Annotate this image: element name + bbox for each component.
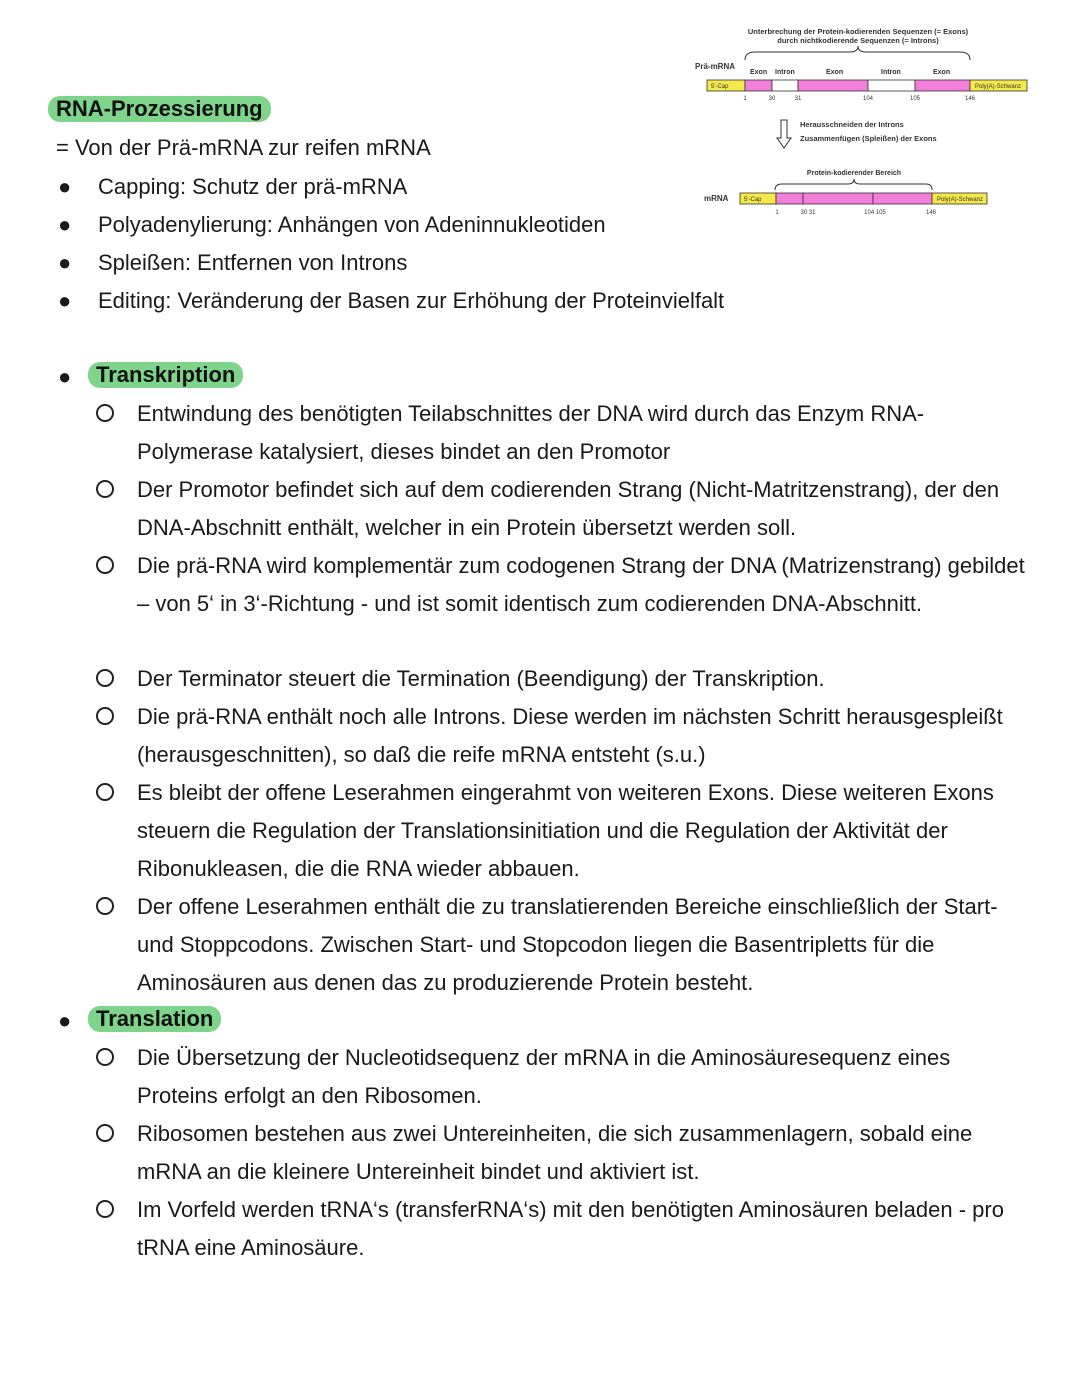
- mrna-label: mRNA: [704, 194, 729, 203]
- pre-tail-label: Poly(A)-Schwanz: [975, 84, 1022, 90]
- pre-tick-3: 31: [794, 96, 802, 102]
- diagram-brace-top: [745, 46, 970, 60]
- mrna-exon-1: [776, 193, 803, 204]
- list-item-text: Polyadenylierung: Anhängen von Adeninnukleotiden: [98, 212, 606, 237]
- bullet-icon: ●: [58, 364, 72, 389]
- circle-bullet-icon: [96, 556, 114, 574]
- mrna-tail-label: Poly(A)-Schwanz: [937, 197, 984, 203]
- processing-section: [48, 96, 271, 122]
- mrna-cap-label: 5'-Cap: [744, 197, 762, 203]
- list-item-text: Der Terminator steuert die Termination (Beendigung) der Transkription.: [137, 666, 825, 691]
- pre-tick-2: 30: [768, 96, 776, 102]
- mrna-exon-3: [873, 193, 932, 204]
- transcription-title: Transkription: [88, 362, 243, 388]
- step-line1: Herausschneiden der Introns: [800, 120, 904, 129]
- down-arrow-icon: [777, 120, 791, 148]
- circle-bullet-icon: [96, 404, 114, 422]
- pre-intron-1: [772, 80, 798, 91]
- circle-bullet-icon: [96, 1124, 114, 1142]
- diagram-heading-line1: Unterbrechung der Protein-kodierenden Sequenzen (= Exons): [747, 27, 969, 36]
- circle-bullet-icon: [96, 897, 114, 915]
- list-item-text: Der Promotor befindet sich auf dem codierenden Strang (Nicht-Matritzenstrang), der den DNA-Abschnitt enthält, welcher in ein Protein übersetzt werden soll.: [137, 477, 1000, 540]
- coding-label: Protein-kodierender Bereich: [806, 170, 902, 177]
- list-item-text: Die Übersetzung der Nucleotidsequenz der mRNA in die Aminosäuresequenz eines Proteins erfolgt an den Ribosomen.: [137, 1045, 951, 1108]
- bullet-icon: ●: [58, 288, 72, 313]
- segment-label-4: Intron: [881, 69, 901, 76]
- pre-tick-1: 1: [743, 96, 747, 102]
- diagram-brace-bottom: [775, 179, 932, 190]
- circle-bullet-icon: [96, 669, 114, 687]
- list-item-text: Es bleibt der offene Leserahmen eingerahmt von weiteren Exons. Diese weiteren Exons steuern die Regulation der Translationsinitiation und die Regulation der Aktivität der Ribonukleasen, die die RNA wieder abbauen.: [137, 780, 994, 881]
- segment-label-5: Exon: [933, 69, 951, 76]
- step-line2: Zusammenfügen (Spleißen) der Exons: [800, 134, 937, 143]
- list-item-text: Entwindung des benötigten Teilabschnittes der DNA wird durch das Enzym RNA-Polymerase katalysiert, dieses bindet an den Promotor: [137, 401, 925, 464]
- pre-exon-2: [798, 80, 868, 91]
- processing-intro: = Von der Prä-mRNA zur reifen mRNA: [56, 135, 431, 160]
- circle-bullet-icon: [96, 1048, 114, 1066]
- pre-cap-label: 5'-Cap: [711, 84, 729, 90]
- list-item-text: Die prä-RNA enthält noch alle Introns. Diese werden im nächsten Schritt herausgespleißt (herausgeschnitten), so daß die reife mRNA entsteht (s.u.): [137, 704, 1003, 767]
- list-item-text: Editing: Veränderung der Basen zur Erhöhung der Proteinvielfalt: [98, 288, 725, 313]
- mrna-tick-1: 1: [775, 210, 779, 216]
- segment-label-3: Exon: [826, 69, 844, 76]
- diagram-heading-line2: durch nichtkodierende Sequenzen (= Introns): [777, 36, 939, 45]
- pre-tick-4: 104: [862, 96, 874, 102]
- mrna-tick-3: 104 105: [864, 210, 886, 216]
- pre-intron-2: [868, 80, 915, 91]
- segment-label-2: Intron: [775, 69, 795, 76]
- mrna-exon-2: [803, 193, 873, 204]
- pre-mrna-label: Prä-mRNA: [695, 62, 736, 71]
- mrna-tick-2: 30 31: [800, 210, 816, 216]
- pre-tick-5: 105: [909, 96, 921, 102]
- circle-bullet-icon: [96, 783, 114, 801]
- list-item-text: Im Vorfeld werden tRNA‘s (transferRNA‘s) mit den benötigten Aminosäuren beladen - pro tRNA eine Aminosäure.: [137, 1197, 1004, 1260]
- splicing-diagram: [690, 20, 1035, 220]
- bullet-icon: ●: [58, 174, 72, 199]
- bullet-icon: ●: [58, 1008, 72, 1033]
- pre-exon-1: [745, 80, 772, 91]
- list-item-text: Ribosomen bestehen aus zwei Untereinheiten, die sich zusammenlagern, sobald eine mRNA an die kleinere Untereinheit bindet und aktiviert ist.: [137, 1121, 973, 1184]
- circle-bullet-icon: [96, 707, 114, 725]
- circle-bullet-icon: [96, 1200, 114, 1218]
- bullet-icon: ●: [58, 250, 72, 275]
- list-item-text: Capping: Schutz der prä-mRNA: [98, 174, 408, 199]
- translation-title: Translation: [88, 1006, 221, 1032]
- pre-tick-6: 146: [964, 96, 976, 102]
- list-item-text: Der offene Leserahmen enthält die zu translatierenden Bereiche einschließlich der Start- und Stoppcodons. Zwischen Start- und Stopcodon liegen die Basentripletts für die Aminosäuren aus denen das zu produzierende Protein besteht.: [137, 894, 998, 995]
- list-item-text: Die prä-RNA wird komplementär zum codogenen Strang der DNA (Matrizenstrang) gebildet – von 5‘ in 3‘-Richtung - und ist somit identisch zum codierenden DNA-Abschnitt.: [137, 553, 1025, 616]
- segment-label-1: Exon: [750, 69, 768, 76]
- bullet-icon: ●: [58, 212, 72, 237]
- list-item-text: Spleißen: Entfernen von Introns: [98, 250, 408, 275]
- circle-bullet-icon: [96, 480, 114, 498]
- mrna-tick-4: 146: [925, 210, 937, 216]
- processing-title: RNA-Prozessierung: [48, 96, 271, 122]
- pre-exon-3: [915, 80, 970, 91]
